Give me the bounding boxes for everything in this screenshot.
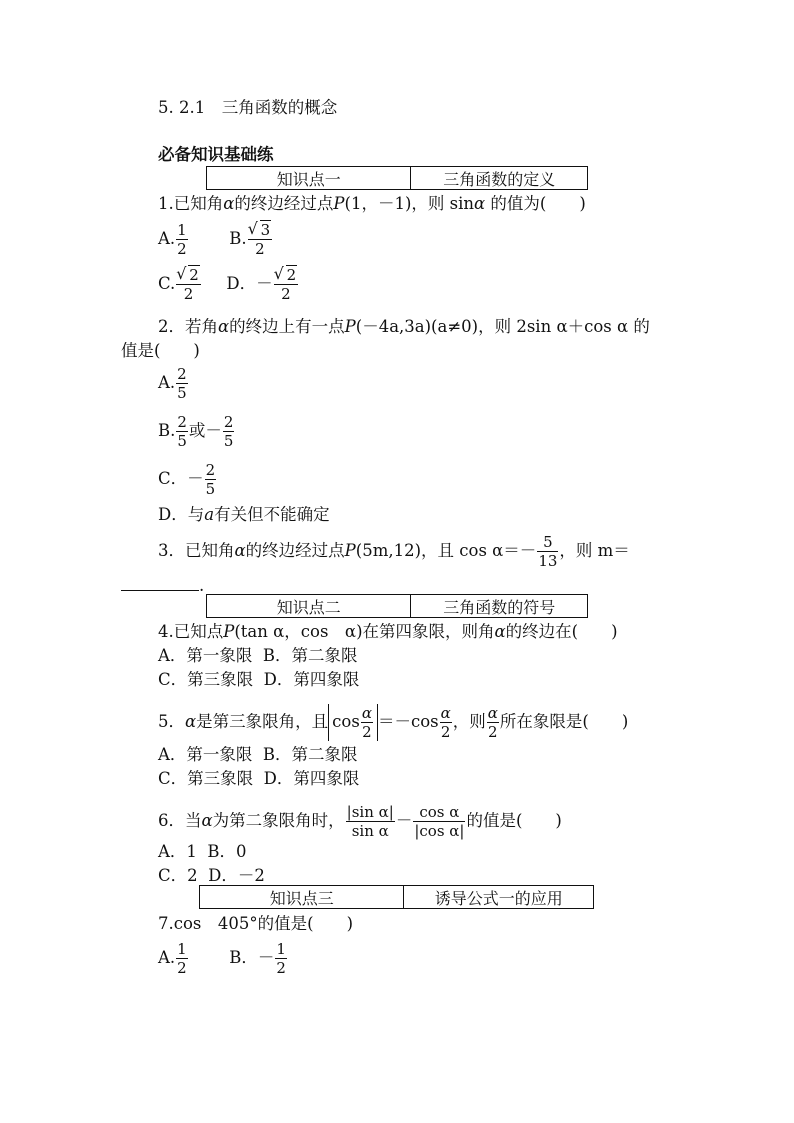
knowledge-point-3-bar: [199, 885, 594, 909]
knowledge-point-1-label: 知识点一: [207, 167, 411, 189]
knowledge-point-2-bar: [206, 594, 588, 618]
question-2-stem: 2．若角α的终边上有一点P(－4a,3a)(a≠0)，则 2sin α＋cos α 的: [158, 317, 650, 336]
question-5-options-cd: C．第三象限 D．第四象限: [158, 769, 360, 788]
question-1-options-ab: A. $\frac{1}{2}$ B. √ $\frac{3}{2}$: [158, 221, 273, 258]
question-2-option-c: C．－ $\frac{2}{5}$: [158, 461, 216, 498]
question-6-options-cd: C．2 D．－2: [158, 866, 265, 885]
question-2-option-b: B. $\frac{2}{5}$ 或－ $\frac{2}{5}$: [158, 413, 234, 450]
knowledge-point-3-label: 知识点三: [200, 886, 404, 908]
question-5-stem: 5．α是第三象限角，且 cos $\frac{\alpha}{2}$ ＝－cos $\frac{\alpha}{2}$ ，则 $\frac{\alpha}{2}$ 所在象限是( ): [158, 704, 629, 741]
question-6-options-ab: A．1 B．0: [158, 842, 247, 861]
question-1-options-cd: C. √ $\frac{2}{2}$ D．－ √ $\frac{2}{2}$: [158, 266, 299, 303]
answer-blank: [121, 576, 199, 591]
knowledge-point-2-label: 知识点二: [207, 595, 411, 617]
question-4-options-cd: C．第三象限 D．第四象限: [158, 670, 360, 689]
knowledge-point-1-bar: [206, 166, 588, 190]
question-2-option-a: A. $\frac{2}{5}$: [158, 365, 187, 402]
question-4-stem: 4.已知点P(tan α，cos α)在第四象限，则角α的终边在( ): [158, 622, 618, 641]
question-3-blank: .: [121, 576, 204, 596]
question-4-options-ab: A．第一象限 B．第二象限: [158, 646, 358, 665]
question-6-stem: 6．当α为第二象限角时， $\frac{\text{|sin α|}}{\text{sin α}}$ － $\frac{\text{cos α}}{\text{|cos α|}}$ 的值是( ): [158, 803, 562, 840]
knowledge-point-1-topic: 三角函数的定义: [443, 169, 556, 189]
question-2-stem-cont: 值是( ): [121, 341, 200, 360]
knowledge-point-3-topic: 诱导公式一的应用: [434, 888, 563, 908]
question-3-stem: 3．已知角α的终边经过点P(5m,12)，且 cos α＝－ $\frac{5}{13}$ ，则 m＝: [158, 533, 630, 570]
question-2-option-d: D．与a有关但不能确定: [158, 505, 330, 524]
section-heading: 必备知识基础练: [158, 145, 274, 164]
question-5-options-ab: A．第一象限 B．第二象限: [158, 745, 358, 764]
question-7-stem: 7.cos 405°的值是( ): [158, 914, 354, 933]
question-1-stem: 1.已知角α的终边经过点P(1，－1)，则 sinα 的值为( ): [158, 194, 586, 213]
knowledge-point-2-topic: 三角函数的符号: [443, 597, 556, 617]
lesson-title: 5. 2.1 三角函数的概念: [158, 98, 338, 117]
question-7-options: A. $\frac{1}{2}$ B．－ $\frac{1}{2}$: [158, 940, 286, 977]
